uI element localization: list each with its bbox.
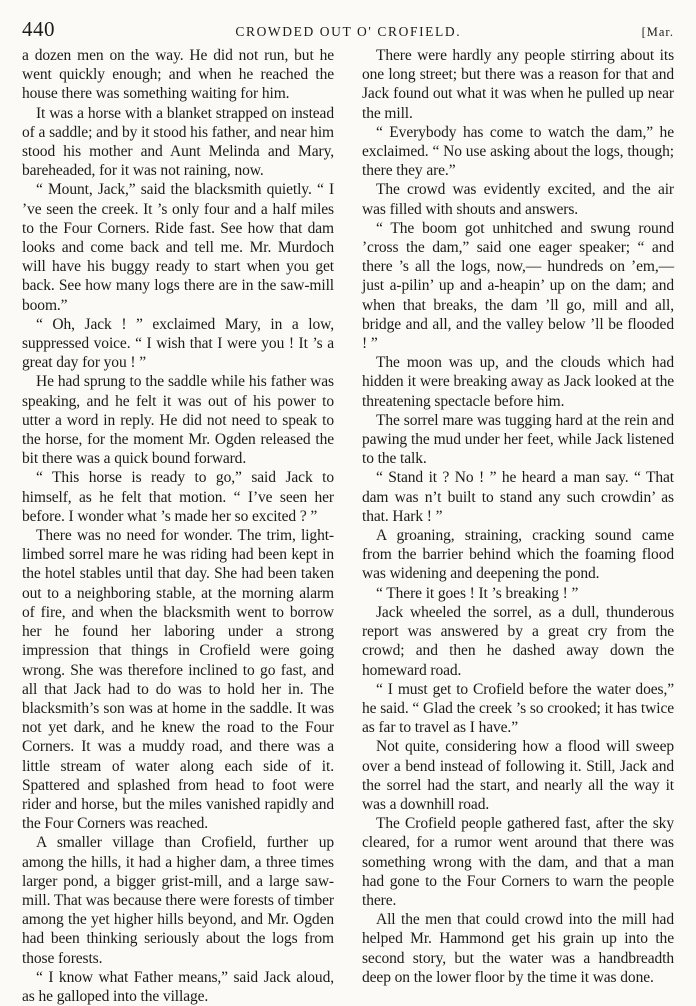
paragraph: “ I know what Father means,” said Jack aloud, as he galloped into the village. xyxy=(22,968,334,1005)
paragraph: The Crofield people gathered fast, after the sky cleared, for a rumor went around that there was something wrong with the dam, and that a man had gone to the Four Corners to warn the people there. xyxy=(362,815,674,909)
issue-month: [Mar. xyxy=(641,25,674,39)
paragraph: a dozen men on the way. He did not run, but he went quickly enough; and when he reached the house there was something waiting for him. xyxy=(22,47,334,103)
paragraph: The crowd was evidently excited, and the air was filled with shouts and answers. xyxy=(362,181,674,218)
paragraph: “ Stand it ? No ! ” he heard a man say. “ That dam was n’t built to stand any such crowdin’ as that. Hark ! ” xyxy=(362,469,674,525)
paragraph: “ Mount, Jack,” said the blacksmith quietly. “ I ’ve seen the creek. It ’s only four and a half miles to the Four Corners. Ride fast. See how that dam looks and come back and tell me. Mr. Murdoch will have his buggy ready to start when you get back. See how many logs there are in the saw-mill boom.” xyxy=(22,181,334,314)
paragraph: A groaning, straining, cracking sound came from the barrier behind which the foaming flood was widening and deepening the pond. xyxy=(362,527,674,583)
paragraph: All the men that could crowd into the mill had helped Mr. Hammond get his grain up into the second story, but the water was a handbreadth deep on the lower floor by the time it was done. xyxy=(362,911,674,986)
page-number: 440 xyxy=(22,17,55,41)
paragraph: A smaller village than Crofield, further up among the hills, it had a higher dam, a three times larger pond, a bigger grist-mill, and a large saw-mill. That was because there were forests of timber among the yet higher hills beyond, and Mr. Ogden had been thinking seriously about the logs from those forests. xyxy=(22,834,334,967)
paragraph: “ Oh, Jack ! ” exclaimed Mary, in a low, suppressed voice. “ I wish that I were you ! It ’s a great day for you ! ” xyxy=(22,315,334,372)
paragraph: Jack wheeled the sorrel, as a dull, thunderous report was answered by a great cry from the crowd; and then he dashed away down the homeward road. xyxy=(362,603,674,679)
left-column xyxy=(22,46,334,1006)
paragraph: “ There it goes ! It ’s breaking ! ” xyxy=(376,584,579,602)
paragraph: He had sprung to the saddle while his father was speaking, and he felt it was out of his power to utter a word in reply. He did not need to speak to the horse, for the moment Mr. Ogden released the bit there was a quick bound forward. xyxy=(22,373,334,468)
paragraph: The moon was up, and the clouds which had hidden it were breaking away as Jack looked at the threatening spectacle before him. xyxy=(362,354,674,410)
paragraph: The sorrel mare was tugging hard at the rein and pawing the mud under her feet, while Jack listened to the talk. xyxy=(362,411,674,468)
paragraph: There were hardly any people stirring about its one long street; but there was a reason for that and Jack found out what it was when he pulled up near the mill. xyxy=(362,47,674,122)
paragraph: There was no need for wonder. The trim, light-limbed sorrel mare he was riding had been kept in the hotel stables until that day. She had been taken out to a neighboring stable, at the morning alarm of fire, and when the blacksmith went to borrow her he found her laboring under a strong impression that things in Crofield were going wrong. She was therefore inclined to go fast, and all that Jack had to do was to hold her in. The blacksmith’s son was at home in the saddle. It was not yet dark, and he knew the road to the Four Corners. It was a muddy road, and there was a little stream of water along each side of it. Spattered and splashed from head to foot were rider and horse, but the miles vanished rapidly and the Four Corners was reached. xyxy=(22,527,334,833)
paragraph: Not quite, considering how a flood will sweep over a bend instead of following it. Still, Jack and the sorrel had the start, and nearly all the way it was a downhill road. xyxy=(362,738,674,813)
paragraph: It was a horse with a blanket strapped on instead of a saddle; and by it stood his father, and near him stood his mother and Aunt Melinda and Mary, bareheaded, for it was not raining, now. xyxy=(22,104,334,180)
running-title: CROWDED OUT O' CROFIELD. xyxy=(235,24,462,39)
page-header xyxy=(22,17,674,45)
paragraph: “ The boom got unhitched and swung round ’cross the dam,” said one eager speaker; “ and there ’s all the logs, now,— hundreds on ’em,— just a-pilin’ up and a-heapin’ up on the dam; and when that breaks, the dam ’ll go, mill and all, bridge and all, and the valley below ’ll be flooded ! ” xyxy=(362,219,674,353)
paragraph: “ Everybody has come to watch the dam,” he exclaimed. “ No use asking about the logs, though; there they are.” xyxy=(362,123,674,180)
right-column xyxy=(362,46,674,1006)
paragraph: “ I must get to Crofield before the water does,” he said. “ Glad the creek ’s so crooked; it has twice as far to travel as I have.” xyxy=(362,680,674,737)
text-columns xyxy=(22,46,674,1006)
paragraph: “ This horse is ready to go,” said Jack to himself, as he felt that motion. “ I’ve seen her before. I wonder what ’s made her so excited ? ” xyxy=(22,469,334,525)
